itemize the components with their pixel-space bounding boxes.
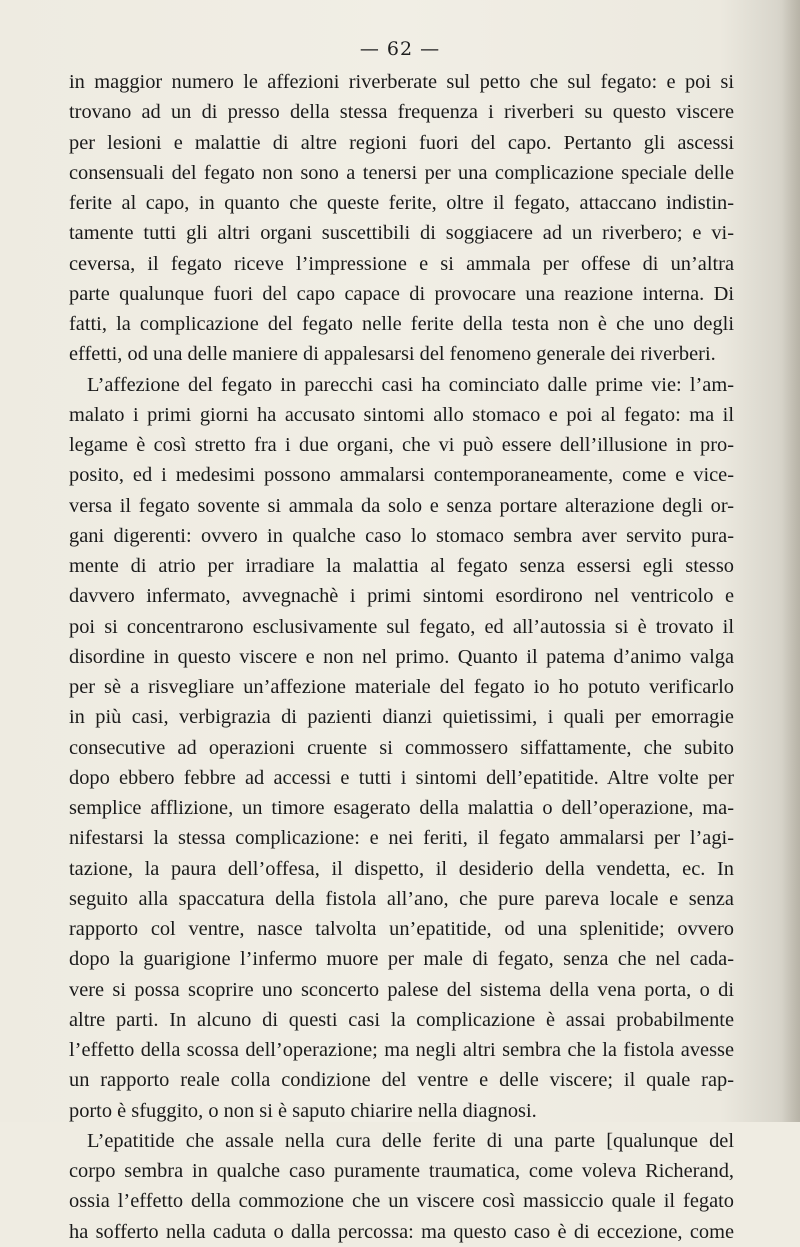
text-line: rapporto col ventre, nasce talvolta un’epatitide, od una splenitide; ovvero [69, 918, 734, 940]
text-line: ha sofferto nella caduta o dalla percossa: ma questo caso è di eccezione, come [69, 1220, 734, 1243]
text-line: per lesioni e malattie di altre regioni fuori del capo. Pertanto gli ascessi [69, 131, 734, 154]
text-line: posito, ed i medesimi possono ammalarsi contemporaneamente, come e vice- [69, 464, 734, 487]
text-line: tazione, la paura dell’offesa, il dispetto, il desiderio della vendetta, ec. In [69, 857, 734, 880]
text-line: seguito alla spaccatura della fistola all’ano, che pure pareva locale e senza [69, 887, 734, 910]
text-line: semplice afflizione, un timore esagerato della malattia o dell’operazione, ma- [69, 797, 734, 819]
text-line: vere si possa scoprire uno sconcerto palese del sistema della vena porta, o di [69, 978, 734, 1001]
paragraph-1 [69, 67, 734, 370]
paragraph-2 [69, 370, 734, 1126]
text-line: corpo sembra in qualche caso puramente traumatica, come voleva Richerand, [69, 1160, 734, 1182]
text-line: L’epatitide che assale nella cura delle ferite di una parte [qualunque del [87, 1129, 734, 1152]
text-line: disordine in questo viscere e non nel primo. Quanto il patema d’animo valga [69, 645, 734, 668]
text-line: ferite al capo, in quanto che queste ferite, oltre il fegato, attaccano indistin- [69, 192, 734, 214]
text-line: gani digerenti: ovvero in qualche caso lo stomaco sembra aver servito pura- [69, 524, 734, 547]
page-edge-shadow [782, 0, 800, 1122]
text-line: dopo la guarigione l’infermo muore per male di fegato, senza che nel cada- [69, 948, 734, 971]
text-line: per sè a risvegliare un’affezione materiale del fegato io ho potuto verificarlo [69, 676, 734, 698]
text-line: malato i primi giorni ha accusato sintomi allo stomaco e poi al fegato: ma il [69, 403, 734, 426]
text-line: in maggior numero le affezioni riverberate sul petto che sul fegato: e poi si [69, 71, 734, 93]
text-line: l’effetto della scossa dell’operazione; ma negli altri sembra che la fistola avesse [69, 1039, 734, 1061]
text-line: effetti, od una delle maniere di appalesarsi del fenomeno generale dei riverberi. [69, 343, 716, 366]
text-line: fatti, la complicazione del fegato nelle ferite della testa non è che uno degli [69, 313, 734, 335]
text-line: in più casi, verbigrazia di pazienti dianzi quietissimi, i quali per emorragie [69, 706, 734, 729]
text-line: trovano ad un di presso della stessa frequenza i riverberi su questo viscere [69, 101, 734, 124]
text-line: legame è così stretto fra i due organi, che vi può essere dell’illusione in pro- [69, 434, 734, 456]
text-line: versa il fegato sovente si ammala da solo e senza portare alterazione degli or- [69, 494, 734, 517]
text-line: altre parti. In alcuno di questi casi la complicazione è assai probabilmente [69, 1008, 734, 1031]
text-line: poi si concentrarono esclusivamente sul fegato, ed all’autossia si è trovato il [69, 615, 734, 638]
body-text [69, 67, 734, 1247]
paragraph-3 [69, 1126, 734, 1247]
text-line: parte qualunque fuori del capo capace di provocare una reazione interna. Di [69, 282, 734, 305]
text-line: consecutive ad operazioni cruente si commossero siffattamente, che subito [69, 736, 734, 759]
text-line: un rapporto reale colla condizione del ventre e delle viscere; il quale rap- [69, 1069, 734, 1092]
page-number: — 62 — [359, 38, 441, 60]
text-line: ossia l’effetto della commozione che un viscere così massiccio quale il fegato [69, 1190, 734, 1213]
text-line: L’affezione del fegato in parecchi casi ha cominciato dalle prime vie: l’am- [87, 373, 734, 396]
text-line: mente di atrio per irradiare la malattia al fegato senza essersi egli stesso [69, 555, 734, 577]
text-line: nifestarsi la stessa complicazione: e nei feriti, il fegato ammalarsi per l’agi- [69, 827, 734, 850]
text-line: ceversa, il fegato riceve l’impressione e si ammala per offese di un’altra [69, 252, 734, 275]
text-line: porto è sfuggito, o non si è saputo chiarire nella diagnosi. [69, 1099, 537, 1122]
text-line: tamente tutti gli altri organi suscettibili di soggiacere ad un riverbero; e vi- [69, 222, 734, 245]
text-line: consensuali del fegato non sono a tenersi per una complicazione speciale delle [69, 161, 734, 184]
text-line: dopo ebbero febbre ad accessi e tutti i sintomi dell’epatitide. Altre volte per [69, 766, 734, 789]
text-line: davvero infermato, avvegnachè i primi sintomi esordirono nel ventricolo e [69, 585, 734, 608]
